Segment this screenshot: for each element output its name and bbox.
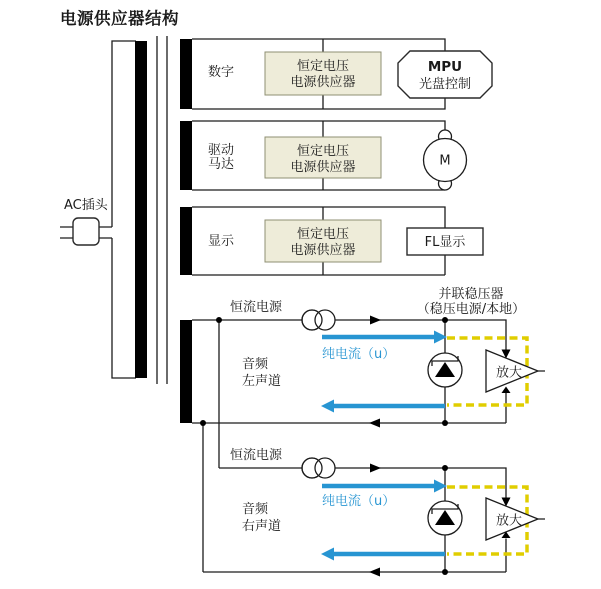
fl-display-label: FL显示: [424, 235, 466, 250]
junction-dot: [442, 420, 448, 426]
audio-left-label-line1: 音频: [242, 357, 269, 372]
audio-left-label-line2: 左声道: [242, 374, 282, 389]
flow-arrow-right-right-channel: [370, 464, 381, 473]
shunt-regulator-caption: [417, 287, 525, 317]
section-motor-label-line2: 马达: [207, 157, 235, 172]
secondary-winding-digital: [180, 39, 192, 109]
psu-box-motor-line2: 电源供应器: [290, 160, 356, 175]
pure-current-label-right: 纯电流（u）: [322, 494, 396, 509]
shunt-regulator-title: 并联稳压器: [438, 287, 504, 302]
transformer: [112, 36, 192, 423]
section-digital-label: 数字: [207, 65, 235, 80]
mpu-box-line1: MPU: [427, 59, 463, 75]
primary-loop-wire: [112, 41, 136, 378]
secondary-winding-audio: [180, 320, 192, 423]
psu-box-display-line2: 电源供应器: [290, 243, 356, 258]
shunt-regulator-subtitle: （稳压电源/本地）: [416, 302, 526, 317]
audio-right-label-line2: 右声道: [242, 519, 282, 534]
psu-box-display-line1: 恒定电压: [296, 227, 350, 242]
flow-arrow-left-right-channel: [369, 568, 380, 577]
primary-winding-bar: [135, 41, 147, 378]
junction-dot: [216, 317, 222, 323]
motor-symbol-label: M: [439, 153, 451, 169]
flow-arrow-right-left-channel: [370, 316, 381, 325]
audio-right-channel: [203, 447, 545, 577]
amplifier-label-right: 放大: [495, 513, 523, 529]
pure-current-label-left: 纯电流（u）: [322, 347, 396, 362]
audio-right-label-line1: 音频: [242, 502, 269, 517]
constant-current-source-label-right: 恒流电源: [230, 448, 283, 463]
junction-dot: [442, 317, 448, 323]
pure-current-return-arrowhead-right: [321, 548, 334, 561]
secondary-winding-display: [180, 207, 192, 275]
psu-box-digital-line2: 电源供应器: [290, 75, 356, 90]
mpu-box-line2: 光盘控制: [418, 77, 472, 92]
constant-current-source-label-left: 恒流电源: [230, 300, 283, 315]
amplifier-label-left: 放大: [495, 365, 523, 381]
junction-dot: [442, 569, 448, 575]
section-display-label: 显示: [207, 234, 235, 249]
psu-box-motor-line1: 恒定电压: [296, 144, 350, 159]
current-source-symbol-left: [315, 310, 335, 330]
junction-dot: [200, 420, 206, 426]
flow-arrow-left-left-channel: [369, 419, 380, 428]
ac-plug-label: AC插头: [64, 198, 108, 213]
current-source-symbol-right: [315, 458, 335, 478]
page-title: 电源供应器结构: [60, 9, 179, 28]
ac-plug: [60, 197, 112, 245]
section-motor: [192, 121, 467, 190]
section-display: [192, 207, 483, 275]
amp-feed-arrow-up-left: [502, 387, 511, 394]
psu-box-digital-line1: 恒定电压: [296, 59, 350, 74]
section-motor-label-line1: 驱动: [207, 143, 235, 158]
junction-dot: [442, 465, 448, 471]
secondary-winding-motor: [180, 121, 192, 190]
pure-current-return-arrowhead-left: [321, 400, 334, 413]
ac-plug-body: [73, 218, 99, 245]
section-digital: [192, 39, 492, 109]
